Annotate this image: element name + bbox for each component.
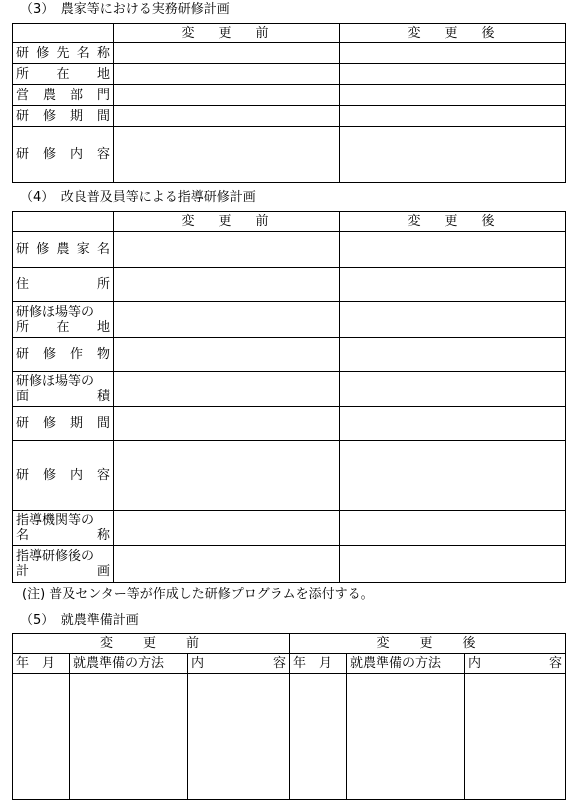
section4-cell-after[interactable] — [340, 338, 566, 372]
section5-col-before: 変更前 — [13, 634, 290, 654]
note-text: (注) 普及センター等が作成した研修プログラムを添付する。 — [22, 587, 374, 602]
section4-cell-after[interactable] — [340, 407, 566, 441]
section5-cell-year-before[interactable] — [13, 674, 70, 800]
section3-corner-cell — [13, 24, 114, 43]
section5-col-after: 変更後 — [290, 634, 566, 654]
section3-cell-after[interactable] — [340, 64, 566, 85]
section4-row-address: 住 所 — [13, 268, 114, 302]
section5-cell-method-before[interactable] — [70, 674, 188, 800]
section4-cell-after[interactable] — [340, 268, 566, 302]
section4-row-field-area: 研修ほ場等の 面 積 — [13, 372, 114, 407]
section4-row-after-plan: 指導研修後の 計 画 — [13, 546, 114, 583]
section4-cell-before[interactable] — [114, 232, 340, 268]
section4-cell-before[interactable] — [114, 372, 340, 407]
section3-table — [12, 23, 566, 183]
section3-row-label: 所 在 地 — [13, 64, 114, 85]
section4-cell-after[interactable] — [340, 546, 566, 583]
section5-sub-year: 年 月 — [13, 654, 70, 674]
section5-heading: （5） 就農準備計画 — [20, 613, 139, 628]
section5-cell-method-after[interactable] — [347, 674, 465, 800]
section4-cell-after[interactable] — [340, 511, 566, 546]
section4-row-field-location: 研修ほ場等の 所 在 地 — [13, 302, 114, 338]
section3-cell-after[interactable] — [340, 106, 566, 127]
section4-cell-before[interactable] — [114, 302, 340, 338]
section4-row-crop: 研 修 作 物 — [13, 338, 114, 372]
section4-row-period: 研 修 期 間 — [13, 407, 114, 441]
section5-sub-method: 就農準備の方法 — [70, 654, 188, 674]
section4-cell-after[interactable] — [340, 232, 566, 268]
section5-sub-year: 年 月 — [290, 654, 347, 674]
section3-heading: （3） 農家等における実務研修計画 — [20, 2, 230, 17]
section4-cell-after[interactable] — [340, 441, 566, 511]
section5-cell-content-after[interactable] — [465, 674, 566, 800]
section4-corner-cell — [13, 212, 114, 232]
section4-cell-before[interactable] — [114, 511, 340, 546]
section5-table — [12, 633, 566, 800]
section4-cell-after[interactable] — [340, 372, 566, 407]
section4-col-before: 変更前 — [114, 212, 340, 232]
section4-cell-before[interactable] — [114, 441, 340, 511]
section3-cell-before[interactable] — [114, 64, 340, 85]
section3-col-before: 変更前 — [114, 24, 340, 43]
section5-sub-content: 内 容 — [465, 654, 566, 674]
section3-row-label: 研 修 先 名 称 — [13, 43, 114, 64]
section5-sub-method: 就農準備の方法 — [347, 654, 465, 674]
section3-cell-before[interactable] — [114, 85, 340, 106]
section4-heading: （4） 改良普及員等による指導研修計画 — [20, 190, 256, 205]
section4-table — [12, 211, 566, 583]
section4-row-farmer: 研 修 農 家 名 — [13, 232, 114, 268]
section5-cell-year-after[interactable] — [290, 674, 347, 800]
section5-cell-content-before[interactable] — [188, 674, 290, 800]
section3-cell-before[interactable] — [114, 106, 340, 127]
section4-cell-after[interactable] — [340, 302, 566, 338]
section5-sub-content: 内 容 — [188, 654, 290, 674]
section4-cell-before[interactable] — [114, 546, 340, 583]
section3-cell-before[interactable] — [114, 43, 340, 64]
section4-cell-before[interactable] — [114, 338, 340, 372]
section4-col-after: 変更後 — [340, 212, 566, 232]
section4-row-org: 指導機関等の 名 称 — [13, 511, 114, 546]
section3-row-label: 営 農 部 門 — [13, 85, 114, 106]
section4-row-content: 研 修 内 容 — [13, 441, 114, 511]
section3-col-after: 変更後 — [340, 24, 566, 43]
section3-cell-before[interactable] — [114, 127, 340, 183]
section3-row-label: 研 修 期 間 — [13, 106, 114, 127]
section3-row-label: 研 修 内 容 — [13, 127, 114, 183]
section4-cell-before[interactable] — [114, 268, 340, 302]
section3-cell-after[interactable] — [340, 85, 566, 106]
section4-cell-before[interactable] — [114, 407, 340, 441]
section3-cell-after[interactable] — [340, 43, 566, 64]
section3-cell-after[interactable] — [340, 127, 566, 183]
